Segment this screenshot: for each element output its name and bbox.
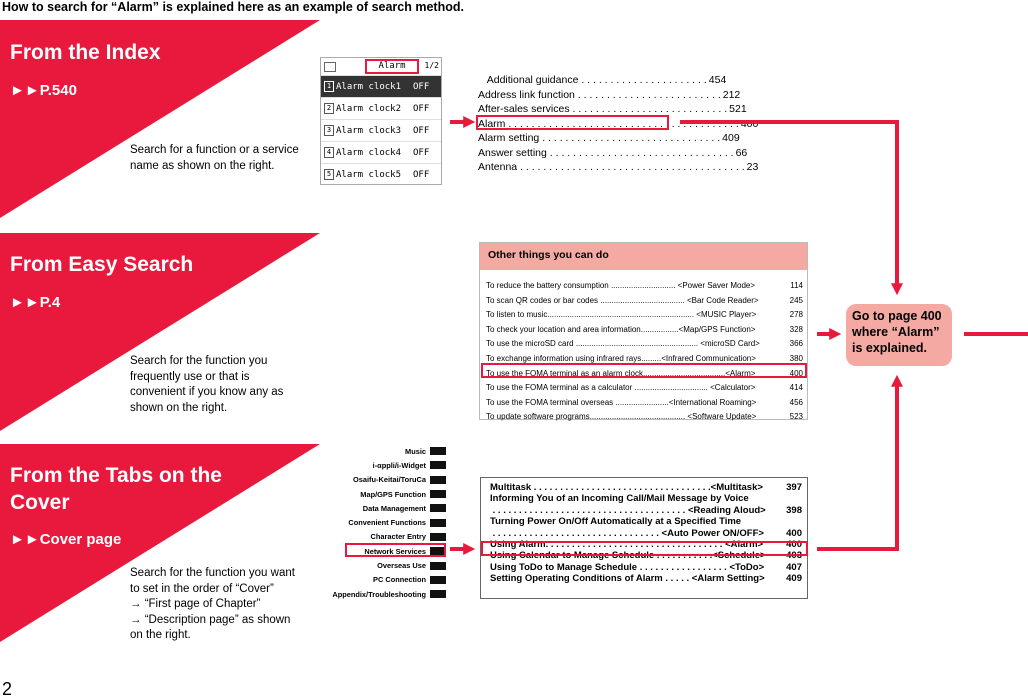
index-entry: Address link function . . . . . . . . . . . . . . . . . . . . . . . . . 212 xyxy=(478,88,741,101)
function-row: . . . . . . . . . . . . . . . . . . . . . . . . . . . . . . . . <Auto Power ON/OFF> 400 xyxy=(490,527,802,539)
index-entry: Answer setting . . . . . . . . . . . . . . . . . . . . . . . . . . . . . . . . 66 xyxy=(478,146,748,159)
index-description: Search for a function or a service name as shown on the right. xyxy=(130,144,299,172)
cover-tab[interactable]: Appendix/Troubleshooting xyxy=(328,587,446,601)
easy-search-row: To scan QR codes or bar codes ...................................... <Bar Code Reader> 245 xyxy=(486,295,803,305)
phone-list-item[interactable]: 3 Alarm clock3 OFF xyxy=(321,119,441,141)
phone-list-item[interactable]: 5 Alarm clock5 OFF xyxy=(321,163,441,185)
function-row: Using ToDo to Manage Schedule . . . . . . . . . . . . . . . . . <ToDo> 407 xyxy=(490,561,802,573)
function-row: . . . . . . . . . . . . . . . . . . . . . . . . . . . . . . . . . . . . . <Reading Aloud> 398 xyxy=(490,504,802,516)
function-row: Informing You of an Incoming Call/Mail Message by Voice xyxy=(490,493,749,505)
cover-tab[interactable]: i-αppli/i-Widget xyxy=(328,458,446,472)
easy-search-table xyxy=(479,242,808,420)
easy-search-header: Other things you can do xyxy=(480,243,807,270)
easy-search-row: To listen to music.................................................................. <MUSIC Player> 278 xyxy=(486,310,803,320)
easy-search-row-alarm: To use the FOMA terminal as an alarm clock.....................................<Alarm> 400 xyxy=(486,368,803,378)
phone-list-item[interactable]: 1 Alarm clock1 OFF xyxy=(321,75,441,97)
function-row: Turning Power On/Off Automatically at a Specified Time xyxy=(490,516,742,528)
index-section-title: From the Index xyxy=(10,41,161,64)
tab-highlight-box xyxy=(345,543,446,557)
easy-search-row: To use the microSD card ....................................................... <microSD Card> 366 xyxy=(486,339,803,349)
phone-page-indicator: 1/2 xyxy=(424,61,439,70)
function-row-alarm: Using Alarm. . . . . . . . . . . . . . . . . . . . . . . . . . . . . . . . . . <Alarm> 400 xyxy=(490,538,802,550)
convenient-functions-table xyxy=(480,477,808,599)
cover-tab[interactable]: Overseas Use xyxy=(328,558,446,572)
function-row: Using Calendar to Manage Schedule . . . . . . . . . . .<Schedule> 403 xyxy=(490,550,802,562)
index-entry-alarm: Alarm . . . . . . . . . . . . . . . . . . . . . . . . . . . . . . . . . . . . . . . . 400 xyxy=(478,117,759,130)
index-entry: Antenna . . . . . . . . . . . . . . . . . . . . . . . . . . . . . . . . . . . . . . . 23 xyxy=(478,161,759,173)
phone-list-item[interactable]: 2 Alarm clock2 OFF xyxy=(321,97,441,119)
cover-tabs xyxy=(328,444,446,601)
easy-search-row: To check your location and area information.................<Map/GPS Function> 328 xyxy=(486,324,803,334)
function-row: Multitask . . . . . . . . . . . . . . . . . . . . . . . . . . . . . . . . . .<Multitask> 397 xyxy=(490,482,802,493)
easy-search-row: To exchange information using infrared rays.........<Infrared Communication> 380 xyxy=(486,353,803,363)
cover-tab-convenient-functions[interactable]: Convenient Functions xyxy=(328,515,446,529)
cover-tab[interactable]: Osaifu-Keitai/ToruCa xyxy=(328,473,446,487)
tabs-section-title: From the Tabs on the Cover xyxy=(10,464,222,514)
easy-search-row: To use the FOMA terminal overseas ........................<International Roaming> 456 xyxy=(486,397,803,407)
tabs-description: Search for the function you want to set in the order of “Cover” → “First page of Chapter” → “Description page” as shown on the right. xyxy=(130,567,295,641)
pen-icon xyxy=(324,62,336,72)
index-highlight-box xyxy=(476,115,759,130)
cover-tab[interactable]: Data Management xyxy=(328,501,446,515)
cover-tab[interactable]: PC Connection xyxy=(328,573,446,587)
easy-search-row: To reduce the battery consumption ............................. <Power Saver Mode> 114 xyxy=(486,281,803,290)
cover-tab[interactable]: Map/GPS Function xyxy=(328,487,446,501)
index-entry: After-sales services . . . . . . . . . . . . . . . . . . . . . . . . . . . 521 xyxy=(478,103,747,115)
phone-alarm-screen xyxy=(320,57,442,185)
page-number: 2 xyxy=(2,679,13,699)
easy-search-description: Search for the function you frequently use or that is convenient if you know any as shown on the right. xyxy=(130,355,284,414)
index-entry: Alarm setting . . . . . . . . . . . . . . . . . . . . . . . . . . . . . . . 409 xyxy=(478,132,740,144)
easy-search-row: To use the FOMA terminal as a calculator ................................. <Calculator> 414 xyxy=(486,383,803,393)
cover-tab[interactable]: Music xyxy=(328,444,446,458)
phone-list-item[interactable]: 4 Alarm clock4 OFF xyxy=(321,141,441,163)
cover-tab[interactable]: Network Services xyxy=(328,544,446,558)
easy-search-section-title: From Easy Search xyxy=(10,253,194,276)
cover-tab[interactable]: Character Entry xyxy=(328,530,446,544)
cover-page-link[interactable]: ►►Cover page xyxy=(10,531,122,548)
easy-search-page-link[interactable]: ►►P.4 xyxy=(10,294,61,311)
function-highlight-box xyxy=(481,538,808,556)
goto-page-callout: Go to page 400 where “Alarm” is explained. xyxy=(846,304,952,366)
phone-screen-title: Alarm xyxy=(365,59,419,74)
page-caption: How to search for “Alarm” is explained here as an example of search method. xyxy=(2,0,464,14)
function-row: Setting Operating Conditions of Alarm . . . . . <Alarm Setting> 409 xyxy=(490,573,802,585)
index-page-link[interactable]: ►►P.540 xyxy=(10,82,77,99)
easy-search-row: To update software programs........................................... <Software Update> 523 xyxy=(486,412,803,422)
easy-search-highlight-box xyxy=(481,363,807,378)
index-entry: Additional guidance . . . . . . . . . . . . . . . . . . . . . . 454 xyxy=(478,74,727,86)
